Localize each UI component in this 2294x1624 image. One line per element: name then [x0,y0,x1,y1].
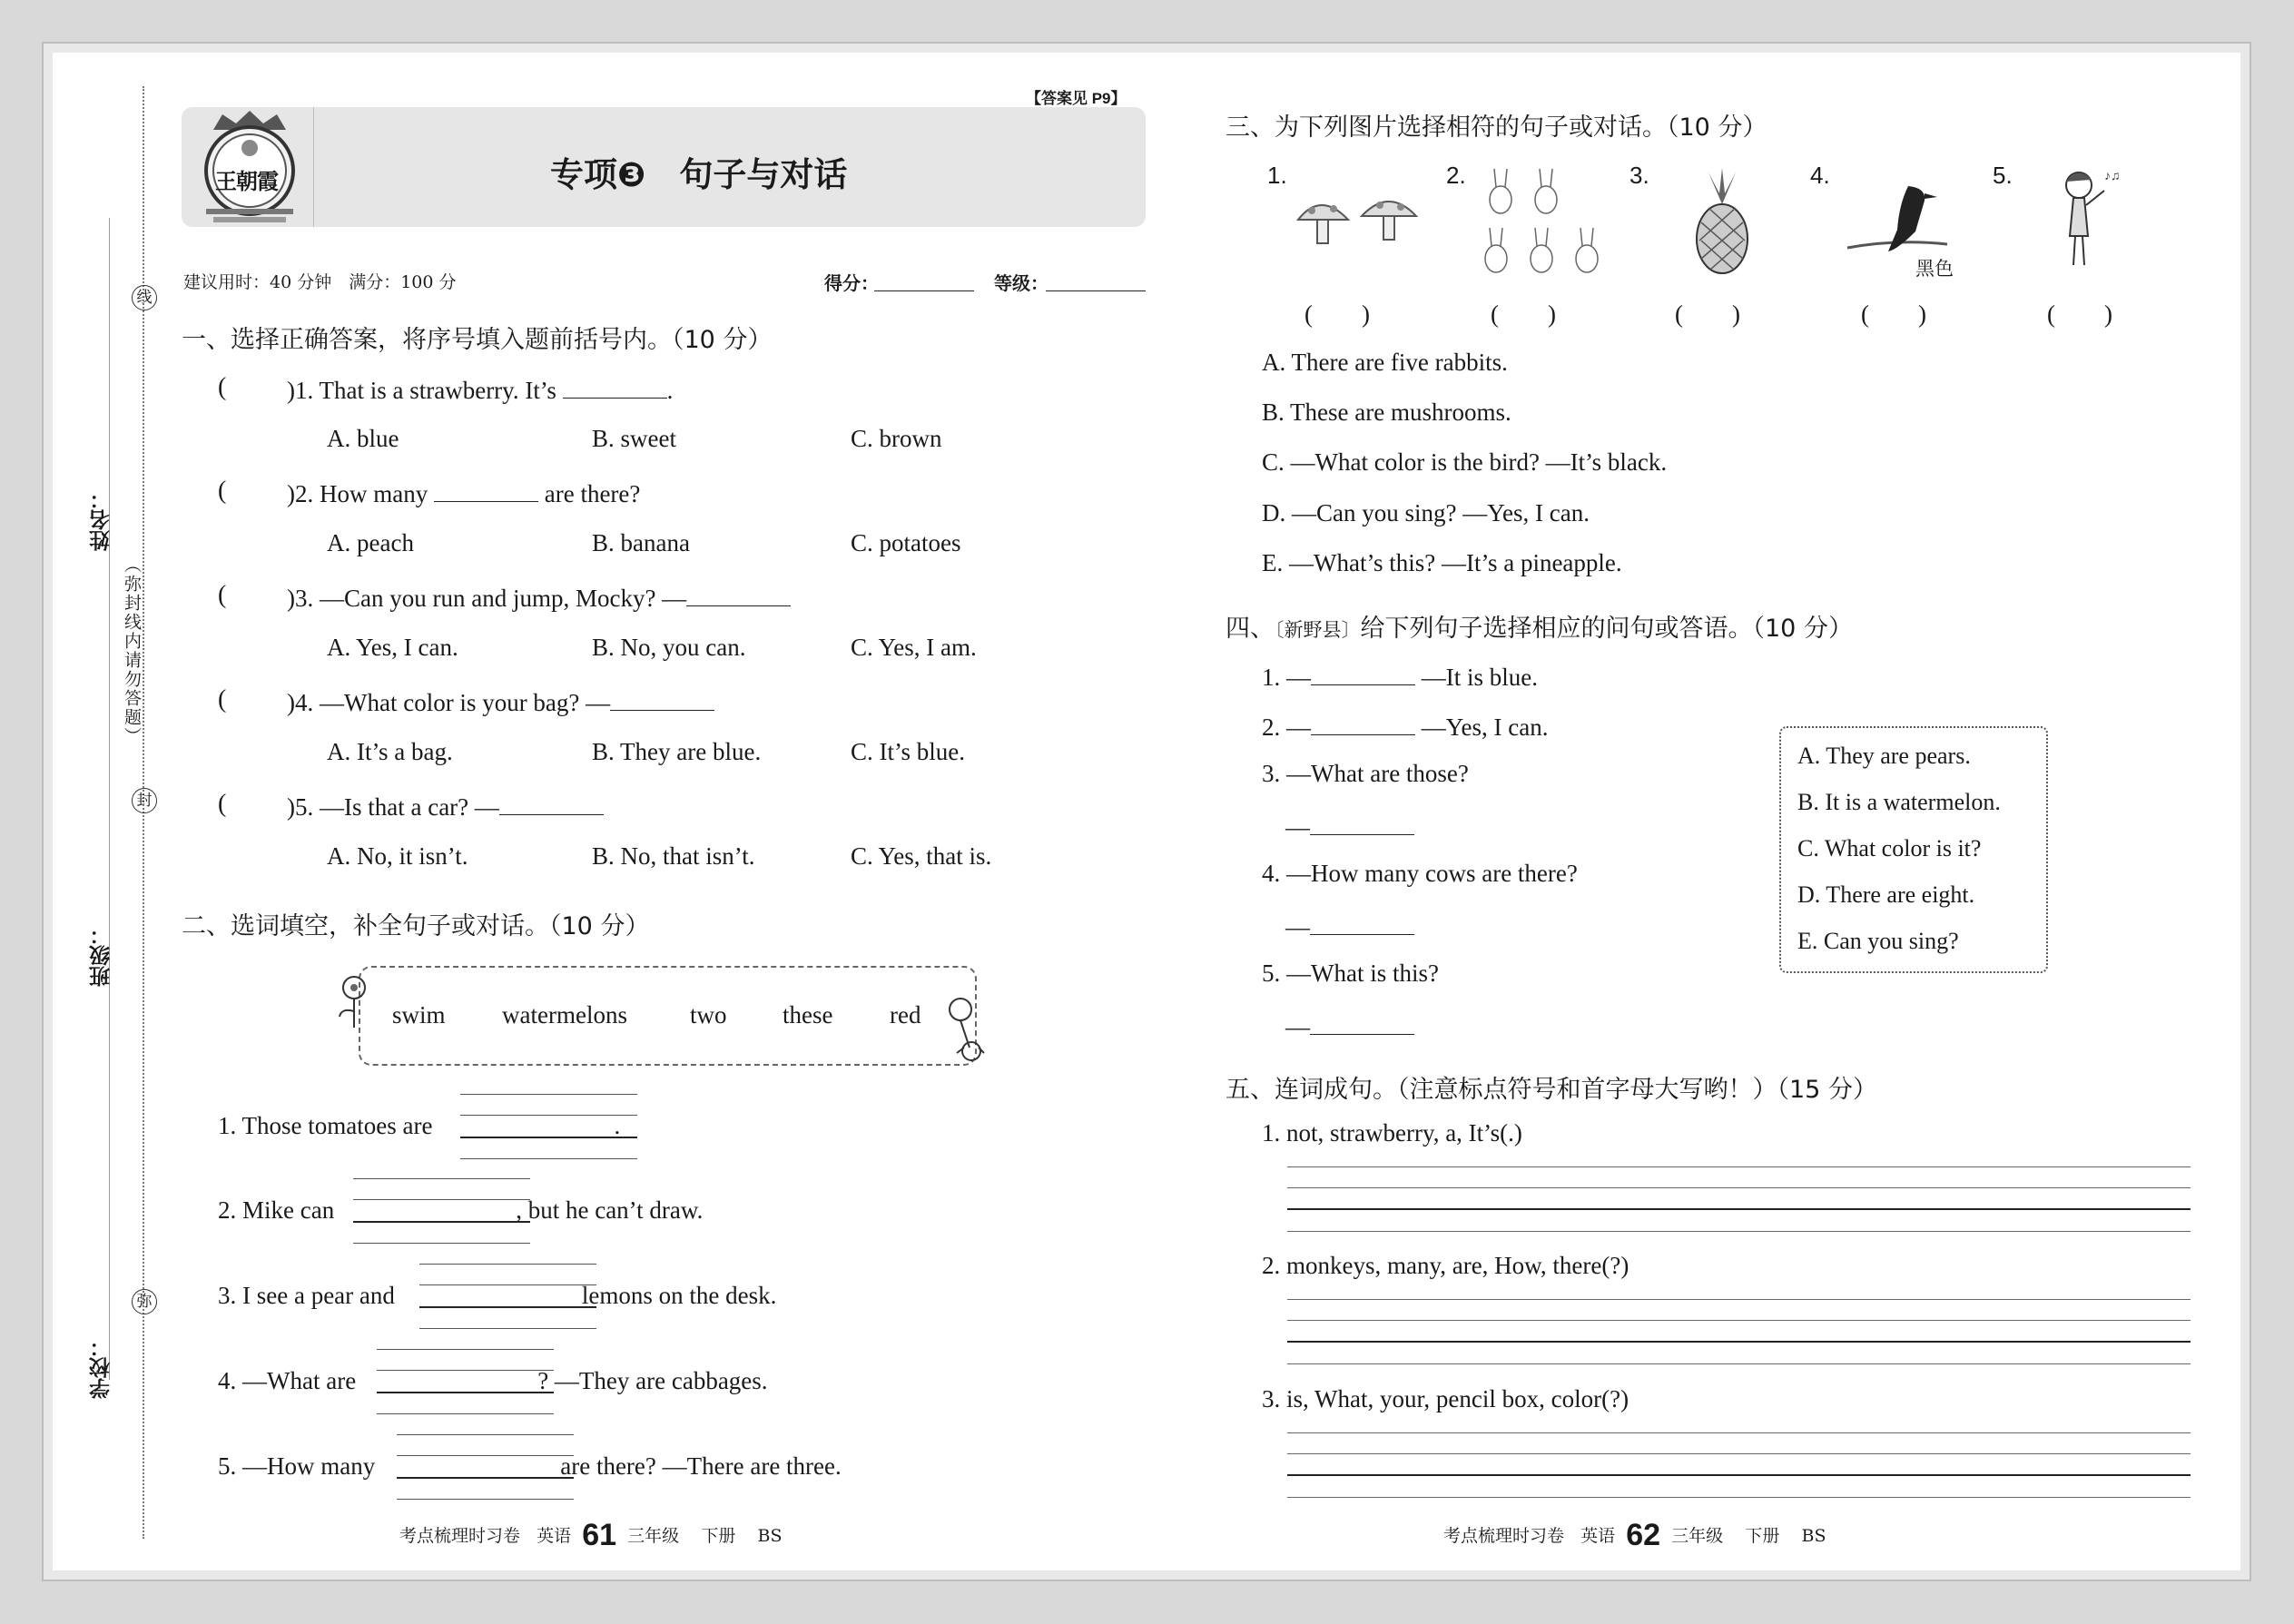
s1-q2-option-a: A. peach [327,529,414,556]
time-meta: 建议用时：40 分钟 满分：100 分 [183,272,457,292]
s4-box-option-d: D. There are eight. [1797,881,1975,908]
s2-q4-text: 4. —What are [218,1367,357,1394]
pic-num-5: 5. [1993,162,2013,189]
s2-q5-writing-lines[interactable] [397,1434,574,1500]
s1-q1-text: )1. That is a strawberry. It’s [287,377,556,404]
s1-q5-option-b: B. No, that isn’t. [592,842,755,870]
s2-q5-text: 5. —How many [218,1452,376,1480]
s1-q4-blank [610,685,714,711]
s2-q2-tail: , but he can’t draw. [516,1196,704,1224]
word-bank-two: two [690,1001,727,1029]
s5-q3-writing-lines[interactable] [1287,1432,2191,1498]
page-title: 专项❸ 句子与对话 [550,155,848,194]
s4-q4-blank[interactable] [1310,910,1414,935]
s2-q1-text: 1. Those tomatoes are [218,1112,433,1139]
section5-heading: 五、连词成句。（注意标点符号和首字母大写哟！）（15 分） [1226,1076,1877,1104]
s2-q5-tail: are there? —There are three. [560,1452,842,1480]
s3-option-e: E. —What’s this? —It’s a pineapple. [1262,549,1622,576]
s5-q3-words: 3. is, What, your, pencil box, color(?) [1262,1385,1629,1412]
s1-q2-answer-slot[interactable] [232,476,285,505]
footer-series: 考点梳理时习卷 [1443,1526,1565,1546]
s2-q1-writing-lines[interactable] [460,1094,637,1159]
footer-edition: BS [757,1526,783,1546]
section2-heading: 二、选词填空，补全句子或对话。（10 分） [182,912,650,940]
s1-q5-blank [499,790,604,815]
pineapple-icon [1690,168,1754,281]
section3-heading: 三、为下列图片选择相符的句子或对话。（10 分） [1226,113,1767,142]
s3-option-d: D. —Can you sing? —Yes, I can. [1262,499,1590,527]
s1-q2-tail: are there? [544,480,641,507]
s1-q1-option-b: B. sweet [592,425,676,452]
footer-volume: 下册 [701,1526,736,1546]
s1-q3-blank [686,581,791,606]
banner-divider [313,107,314,227]
s2-q3-writing-lines[interactable] [419,1264,596,1329]
s4-q3-dash: — [1285,813,1310,841]
no-answer-note: （弥封线内请勿答题） [122,556,142,746]
s4-q4-dash: — [1285,913,1310,940]
footer-series: 考点梳理时习卷 [399,1526,521,1546]
s2-q4-tail: ? —They are cabbages. [537,1367,768,1394]
s2-q2-writing-lines[interactable] [353,1178,530,1244]
section1-heading: 一、选择正确答案，将序号填入题前括号内。（10 分） [182,326,773,354]
s2-q4-writing-lines[interactable] [377,1349,554,1414]
footer-grade: 三年级 [1671,1526,1724,1546]
s1-q2-blank [434,477,538,502]
s1-q3-text: )3. —Can you run and jump, Mocky? — [287,585,687,612]
s1-q4-answer-slot[interactable] [232,684,285,714]
left-footer [399,1518,783,1553]
word-bank-watermelons: watermelons [502,1001,627,1029]
s5-q1-writing-lines[interactable] [1287,1166,2191,1232]
right-footer [1443,1518,1826,1553]
s4-q2-text: 2. — [1262,714,1311,741]
s1-q4-paren: ( [218,685,227,714]
s5-q2-words: 2. monkeys, many, are, How, there(?) [1262,1252,1629,1279]
s1-q5-text: )5. —Is that a car? — [287,793,499,821]
s1-q4-text: )4. —What color is your bag? — [287,689,611,716]
pic2-answer-paren[interactable]: ( ) [1491,300,1556,328]
word-bank-box [359,966,977,1066]
s1-q1-paren: ( [218,373,227,401]
grade-field[interactable] [1046,272,1146,291]
s2-q1-tail: . [614,1112,621,1139]
bug-doodle-icon [942,993,988,1070]
s4-q1-text: 1. — [1262,664,1311,691]
s1-q4-option-a: A. It’s a bag. [327,738,453,765]
s4-q4-text: 4. —How many cows are there? [1262,860,1578,887]
s4-heading-prefix: 四、 [1226,615,1275,643]
answer-ref: 【答案见 P9】 [1026,90,1127,107]
s4-region-tag: 〔新野县〕 [1275,619,1361,641]
s1-q3-option-b: B. No, you can. [592,634,746,661]
s4-box-option-a: A. They are pears. [1797,743,1971,769]
page-number-61: 61 [582,1518,617,1552]
s1-q5-option-a: A. No, it isn’t. [327,842,468,870]
word-bank-swim: swim [392,1001,446,1029]
line-mark: 线 [132,285,157,310]
flower-doodle-icon [334,971,374,1034]
seal-mark: 封 [132,788,157,813]
pic-num-3: 3. [1629,162,1649,189]
pic5-answer-paren[interactable]: ( ) [2047,300,2112,328]
s1-q1-answer-slot[interactable] [232,372,285,401]
pic-num-4: 4. [1810,162,1830,189]
s5-q1-words: 1. not, strawberry, a, It’s(.) [1262,1119,1522,1147]
close-mark: 弥 [132,1289,157,1314]
s1-q3-answer-slot[interactable] [232,580,285,609]
pic-num-2: 2. [1446,162,1466,189]
footer-subject: 英语 [1580,1526,1616,1546]
s2-q3-text: 3. I see a pear and [218,1282,395,1309]
s4-q5-dash: — [1285,1013,1310,1040]
name-label: 姓名： [90,488,113,551]
mushrooms-icon [1294,191,1421,259]
footer-subject: 英语 [537,1526,572,1546]
logo [195,107,304,230]
grade-label: 等级： [994,272,1049,294]
s5-q2-writing-lines[interactable] [1287,1299,2191,1364]
footer-edition: BS [1801,1526,1826,1546]
rabbits-icon [1478,163,1610,286]
svg-text:♪♫: ♪♫ [2104,170,2121,183]
s1-q2-option-b: B. banana [592,529,690,556]
s3-option-a: A. There are five rabbits. [1262,349,1508,376]
s1-q2-option-c: C. potatoes [851,529,961,556]
s4-box-option-c: C. What color is it? [1797,835,1982,861]
binding-solid-line [109,218,110,1380]
s1-q1-tail: . [666,377,674,404]
s4-q5-blank[interactable] [1310,1009,1414,1035]
s2-q3-tail: lemons on the desk. [581,1282,777,1309]
s4-q1-blank[interactable] [1311,660,1415,685]
s1-q3-option-c: C. Yes, I am. [851,634,977,661]
s3-option-c: C. —What color is the bird? —It’s black. [1262,448,1668,476]
school-label: 学校： [90,1336,113,1399]
s1-q4-option-b: B. They are blue. [592,738,762,765]
bird-color-label: 黑色 [1915,258,1954,280]
pic3-answer-paren[interactable]: ( ) [1675,300,1740,328]
s4-q3-text: 3. —What are those? [1262,760,1469,787]
s1-q5-option-c: C. Yes, that is. [851,842,992,870]
s4-q5-text: 5. —What is this? [1262,960,1439,987]
s4-heading-text: 给下列句子选择相应的问句或答语。（10 分） [1360,615,1853,643]
s2-q2-text: 2. Mike can [218,1196,335,1224]
class-label: 班级： [90,924,113,987]
s4-q1-tail: —It is blue. [1421,664,1538,691]
s3-option-b: B. These are mushrooms. [1262,399,1511,426]
s1-q5-paren: ( [218,790,227,818]
word-bank-red: red [890,1001,921,1029]
word-bank-these: these [783,1001,833,1029]
singing-girl-icon [2053,163,2126,277]
score-label: 得分： [824,272,879,294]
section4-heading [1226,608,1853,644]
logo-text: 王朝霞 [215,168,278,194]
s4-q3-blank[interactable] [1310,810,1414,835]
s1-q5-answer-slot[interactable] [232,789,285,818]
page-number-62: 62 [1626,1518,1661,1552]
s1-q4-option-c: C. It’s blue. [851,738,965,765]
s1-q3-paren: ( [218,581,227,609]
s4-box-option-b: B. It is a watermelon. [1797,789,2001,815]
pic-num-1: 1. [1267,162,1287,189]
s4-q2-tail: —Yes, I can. [1421,714,1549,741]
s1-q2-text: )2. How many [287,480,428,507]
s1-q1-option-a: A. blue [327,425,399,452]
s1-q3-option-a: A. Yes, I can. [327,634,458,661]
pic4-answer-paren[interactable]: ( ) [1861,300,1926,328]
s4-q2-blank[interactable] [1311,710,1415,735]
s1-q1-option-c: C. brown [851,425,942,452]
s1-q2-paren: ( [218,477,227,505]
pic1-answer-paren[interactable]: ( ) [1305,300,1370,328]
s1-q1-blank [563,373,667,399]
s4-box-option-e: E. Can you sing? [1797,928,1959,954]
score-field[interactable] [874,272,974,291]
footer-grade: 三年级 [627,1526,680,1546]
footer-volume: 下册 [1745,1526,1780,1546]
